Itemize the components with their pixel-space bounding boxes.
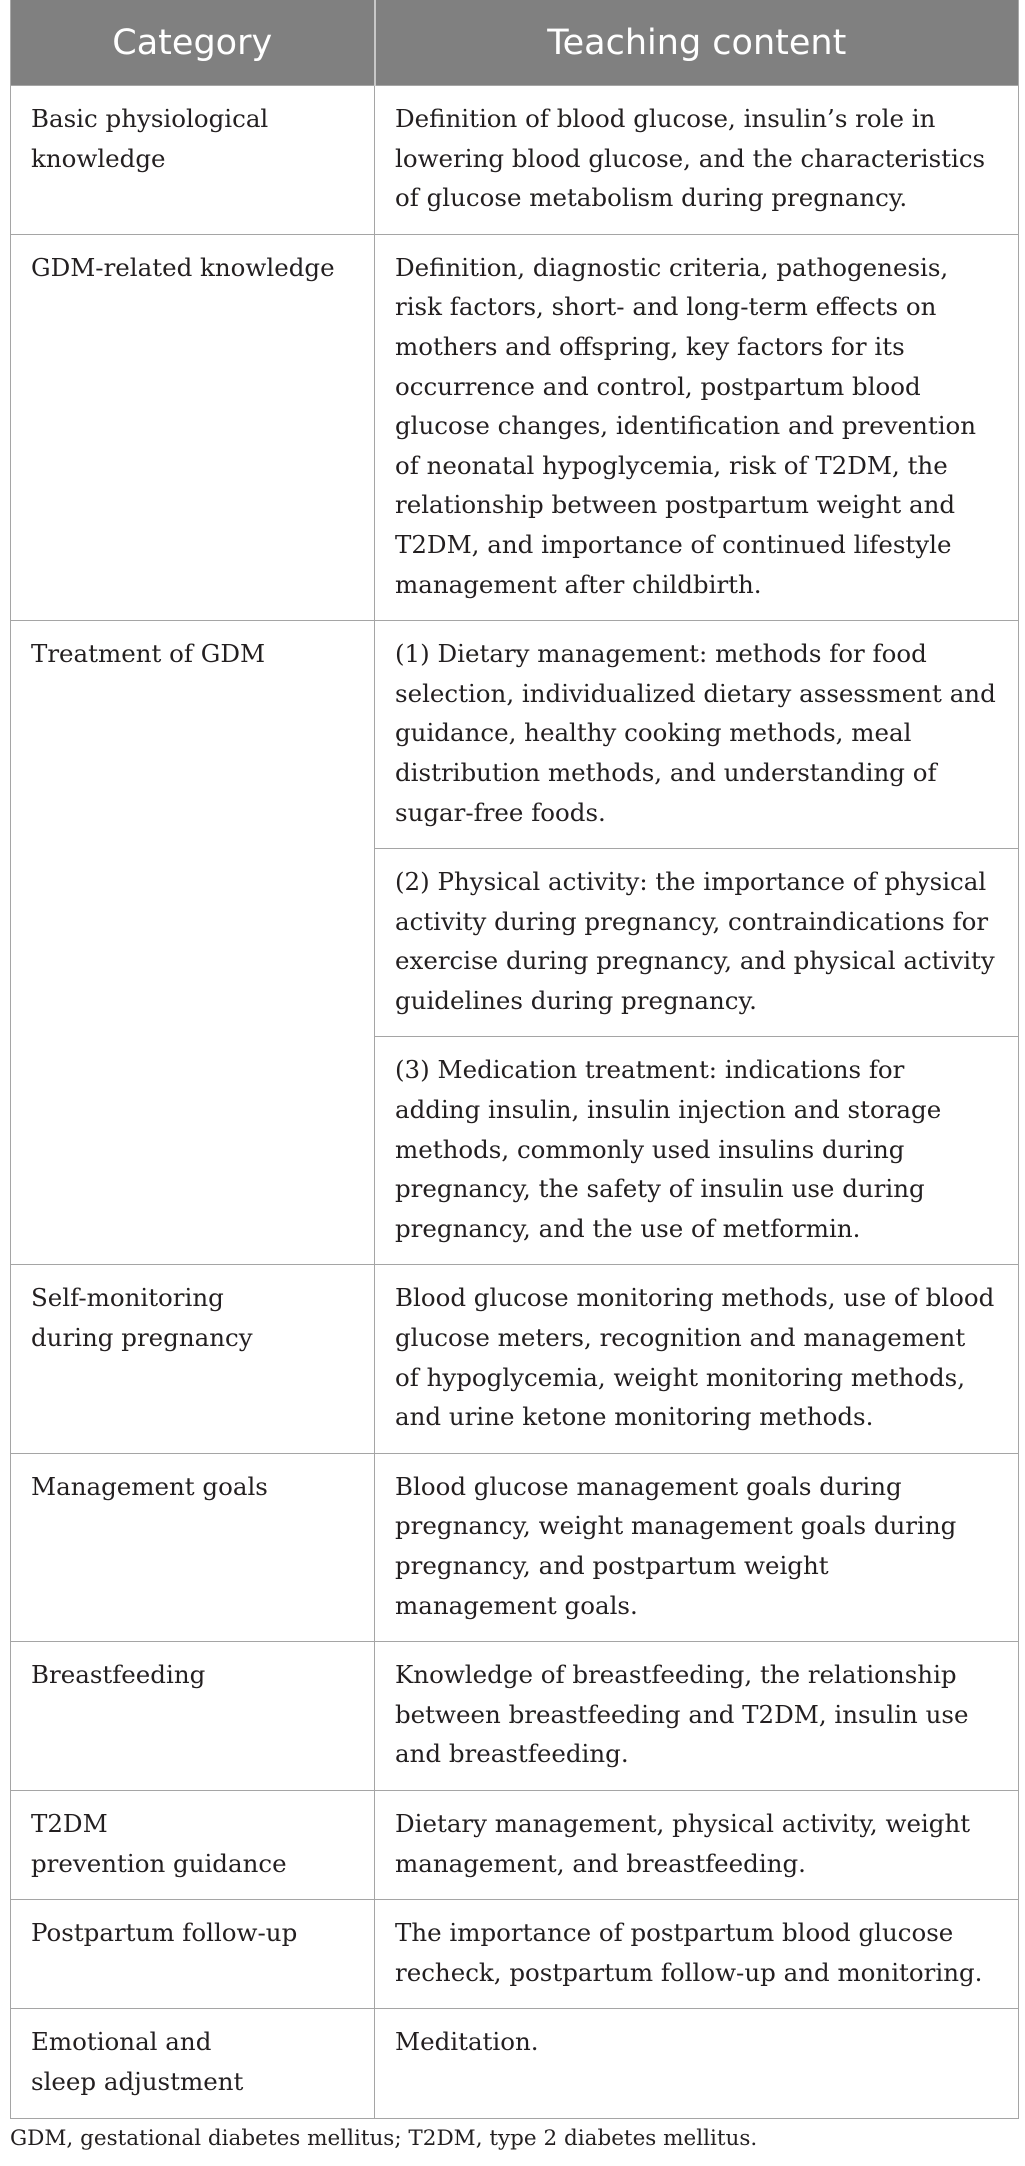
content-cell: Definition of blood glucose, insulin’s role in lowering blood glucose, and the characteristics of glucose metabolism during pregnancy. — [375, 86, 1019, 235]
teaching-content-table — [10, 0, 1019, 2119]
category-cell: Postpartum follow-up — [11, 1900, 375, 2009]
category-cell: GDM-related knowledge — [11, 234, 375, 620]
content-cell: Blood glucose management goals during pregnancy, weight management goals during pregnancy, and postpartum weight management goals. — [375, 1453, 1019, 1641]
category-cell: Breastfeeding — [11, 1642, 375, 1791]
category-cell: Emotional and sleep adjustment — [11, 2009, 375, 2118]
table-row — [11, 1790, 1019, 1899]
table-row — [11, 1265, 1019, 1453]
table-footnote: GDM, gestational diabetes mellitus; T2DM, type 2 diabetes mellitus. — [10, 2126, 758, 2151]
category-cell: T2DM prevention guidance — [11, 1790, 375, 1899]
category-cell: Self-monitoring during pregnancy — [11, 1265, 375, 1453]
table-row — [11, 1642, 1019, 1791]
table-row — [11, 234, 1019, 620]
content-cell: Definition, diagnostic criteria, pathogenesis, risk factors, short- and long-term effects on mothers and offspring, key factors for its occurrence and control, postpartum blood glucose changes, identification and prevention of neonatal hypoglycemia, risk of T2DM, the relationship between postpartum weight and T2DM, and importance of continued lifestyle management after childbirth. — [375, 234, 1019, 620]
header-category: Category — [11, 0, 375, 86]
teaching-content-table-container — [10, 0, 1018, 2119]
table-row — [11, 86, 1019, 235]
table-body — [11, 86, 1019, 2119]
header-row — [11, 0, 1019, 86]
table-row — [11, 2009, 1019, 2118]
content-cell: Blood glucose monitoring methods, use of blood glucose meters, recognition and management of hypoglycemia, weight monitoring methods, and urine ketone monitoring methods. — [375, 1265, 1019, 1453]
content-cell: Knowledge of breastfeeding, the relationship between breastfeeding and T2DM, insulin use and breastfeeding. — [375, 1642, 1019, 1791]
content-cell: (2) Physical activity: the importance of physical activity during pregnancy, contraindications for exercise during pregnancy, and physical activity guidelines during pregnancy. — [375, 849, 1019, 1037]
content-cell: The importance of postpartum blood glucose recheck, postpartum follow-up and monitoring. — [375, 1900, 1019, 2009]
category-cell: Treatment of GDM — [11, 621, 375, 1265]
category-cell: Basic physiological knowledge — [11, 86, 375, 235]
category-cell: Management goals — [11, 1453, 375, 1641]
content-cell: (3) Medication treatment: indications for adding insulin, insulin injection and storage methods, commonly used insulins during pregnancy, the safety of insulin use during pregnancy, and the use of metformin. — [375, 1037, 1019, 1265]
content-cell: Dietary management, physical activity, weight management, and breastfeeding. — [375, 1790, 1019, 1899]
table-header — [11, 0, 1019, 86]
content-cell: (1) Dietary management: methods for food selection, individualized dietary assessment and guidance, healthy cooking methods, meal distribution methods, and understanding of sugar-free foods. — [375, 621, 1019, 849]
table-row — [11, 1900, 1019, 2009]
table-row — [11, 621, 1019, 849]
content-cell: Meditation. — [375, 2009, 1019, 2118]
table-row — [11, 1453, 1019, 1641]
header-teaching-content: Teaching content — [375, 0, 1019, 86]
